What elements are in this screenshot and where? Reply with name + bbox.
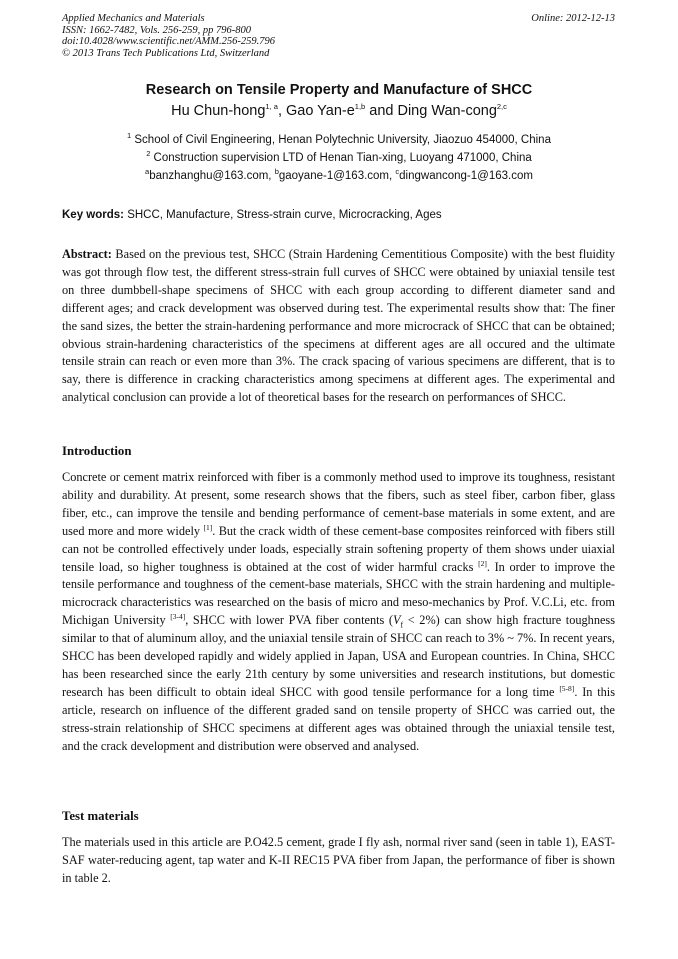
author-list xyxy=(0,103,678,119)
variable-subscript: f xyxy=(400,620,404,630)
doi-line: doi:10.4028/www.scientific.net/AMM.256-259.796 xyxy=(62,36,275,47)
abstract xyxy=(62,246,615,407)
abstract-text: Based on the previous test, SHCC (Strain Hardening Cementitious Composite) with the best fluidity was got through flow test, the different stress-strain full curves of SHCC were obtained by uniaxial tensile test on three dumbbell-shape specimens of SHCC with each group according to different diameter sand and different ages; and crack development was observed during test. The experimental results show that: The finer the sand sizes, the better the strain-hardening performance and more microcrack of SHCC that can be obtained; obvious strain-hardening characteristics of the specimens at different ages are all occured and the ultimate tensile strain can reach or even more than 3%. The crack spacing of various specimens are different, that is to say, there is difference in cracking characteristics among specimens at different ages. The experimental and analytical conclusion can provide a lot of theoretical bases for the research on performances of SHCC. xyxy=(62,247,615,405)
citation: [1] xyxy=(203,522,213,532)
email-mark: a xyxy=(145,167,150,177)
author-name: , Gao Yan-e xyxy=(277,103,355,119)
email-line xyxy=(0,167,678,182)
issn-line: ISSN: 1662-7482, Vols. 256-259, pp 796-800 xyxy=(62,24,251,36)
author-name: Hu Chun-hong xyxy=(171,103,266,119)
test-materials-paragraph: The materials used in this article are P.O42.5 cement, grade I fly ash, normal river sand (seen in table 1), EAST-SAF water-reducing agent, tap water and K-II REC15 PVA fiber from Japan, the performance of fiber is shown in table 2. xyxy=(62,835,615,885)
copyright-line: © 2013 Trans Tech Publications Ltd, Switzerland xyxy=(62,47,270,59)
keywords-label: Key words: xyxy=(62,209,124,221)
email-mark: b xyxy=(274,167,279,177)
email-mark: c xyxy=(395,167,400,177)
affiliation-2: $^2$ Construction supervision LTD of Henan Tian-xing, Luoyang 471000, China xyxy=(146,149,532,164)
citation: [5-8] xyxy=(559,683,575,693)
abstract-label: Abstract: xyxy=(62,247,112,261)
citation: [3-4] xyxy=(170,612,186,622)
author-name: and Ding Wan-cong xyxy=(365,103,497,119)
keywords-text: SHCC, Manufacture, Stress-strain curve, Microcracking, Ages xyxy=(124,209,442,221)
journal-name: Applied Mechanics and Materials xyxy=(62,13,205,24)
variable-v: V xyxy=(393,613,401,628)
email-address: banzhanghu@163.com, xyxy=(149,170,275,182)
paper-title: Research on Tensile Property and Manufacture of SHCC xyxy=(145,82,533,98)
author-affiliation-mark: 2,c xyxy=(496,102,507,112)
email-address: dingwancong-1@163.com xyxy=(399,170,533,182)
introduction-paragraph: Concrete or cement matrix reinforced with fiber is a commonly method used to improve its toughness, resistant ability and durability. At present, some research shows that the fibers, such as steel fiber, carbon fiber, glass fiber, etc., can improve the tensile and bending performance of cement-base materials in some extent, and are used more and more widely [1]. But the crack width of these cement-base composites reinforced with fibers still can not be controlled effectively under loads, especially strain softening property of them shows under uiaxial tensile load, so higher toughness is obtained at the cost of wider harmful cracks [2]. In order to improve the tensile performance and toughness of the cement-base materials, SHCC with the strain hardening and multiple-microcrack characteristics was researched on the basis of micro and meso-mechanics by Prof. V.C.Li, etc. from Michigan University [3-4], SHCC with lower PVA fiber contents $(V_f < 2\%)$ can show high fracture toughness similar to that of aluminum alloy, and the uniaxial tensile strain of SHCC can reach to 3% ~ 7%. In recent years, SHCC has been developed rapidly and widely applied in Japan, USA and European countries. In China, SHCC has been researched since the early 21th century by some universities and research institutions, but domestic research has been difficult to obtain ideal SHCC with good tensile performance for a long time [5-8]. In this article, research on influence of the different graded sand on tensile property of SHCC was carried out, the stress-strain relationship of SHCC specimens at different ages was obtained through the uniaxial tensile test, and the crack development and distribution were observed and analysed. xyxy=(62,470,616,753)
affiliation-1: $^1$ School of Civil Engineering, Henan Polytechnic University, Jiaozuo 454000, China xyxy=(127,131,551,146)
citation: [2] xyxy=(478,558,487,568)
email-address: gaoyane-1@163.com, xyxy=(278,170,396,182)
introduction-heading: Introduction xyxy=(62,444,132,458)
author-affiliation-mark: 1,b xyxy=(354,102,366,112)
author-affiliation-mark: 1, a xyxy=(265,102,278,112)
online-date: Online: 2012-12-13 xyxy=(531,13,615,24)
page-header xyxy=(62,13,615,59)
keywords xyxy=(62,209,615,221)
test-materials-heading: Test materials xyxy=(62,809,139,823)
